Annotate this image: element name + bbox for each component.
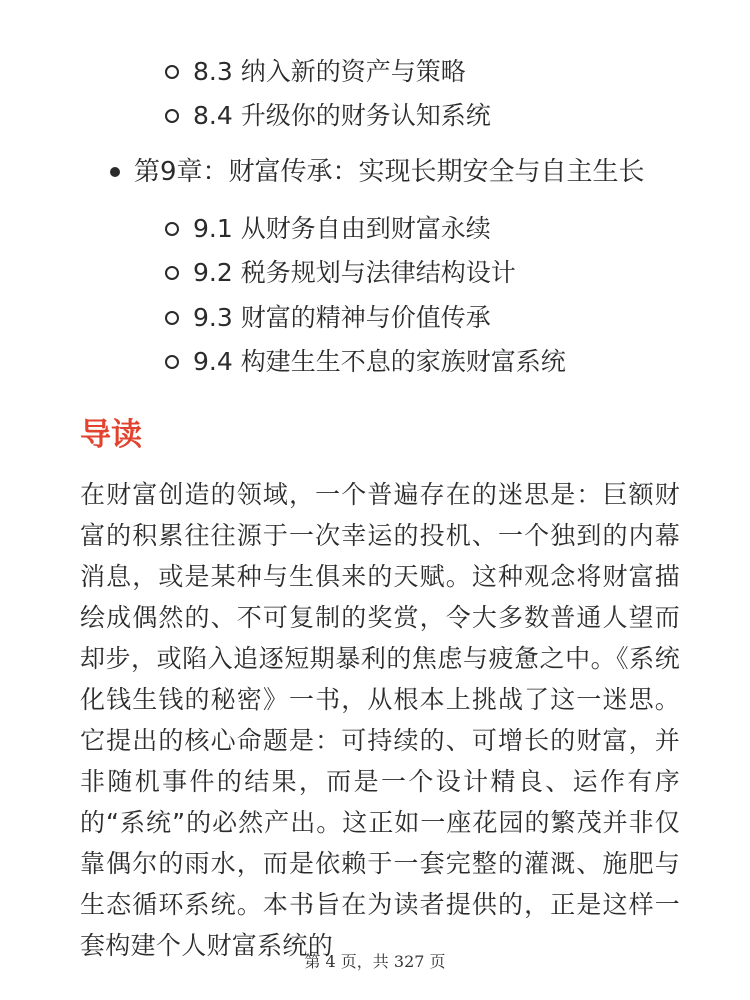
toc-item-8-4[interactable] [165,96,491,136]
hollow-bullet-icon [165,266,179,280]
hollow-bullet-icon [165,222,179,236]
body-paragraph: 在财富创造的领域，一个普遍存在的迷思是：巨额财富的积累往往源于一次幸运的投机、一个独到的内幕消息，或是某种与生俱来的天赋。这种观念将财富描绘成偶然的、不可复制的奖赏，令大多数普通人望而却步，或陷入追逐短期暴利的焦虑与疲惫之中。《系统化钱生钱的秘密》一书，从根本上挑战了这一迷思。它提出的核心命题是：可持续的、可增长的财富，并非随机事件的结果，而是一个设计精良、运作有序的“系统”的必然产出。这正如一座花园的繁茂并非仅靠偶尔的雨水，而是依赖于一套完整的灌溉、施肥与生态循环系统。本书旨在为读者提供的，正是这样一套构建个人财富系统的 [80,480,680,960]
toc-chapter-label: 第9章：财富传承：实现长期安全与自主生长 [134,157,645,187]
toc-item-9-1[interactable] [165,209,491,249]
toc-item-9-4[interactable] [165,342,566,382]
toc-item-label: 9.1 从财务自由到财富永续 [193,214,491,243]
page-number-footer: 第 4 页，共 327 页 [304,952,446,971]
hollow-bullet-icon [165,355,179,369]
toc-item-label: 9.3 财富的精神与价值传承 [193,303,491,332]
toc-item-label: 9.4 构建生生不息的家族财富系统 [193,347,566,376]
section-heading: 导读 [80,417,142,453]
filled-bullet-icon [110,167,120,177]
toc-item-8-3[interactable] [165,52,466,92]
toc-chapter-9[interactable] [110,150,645,194]
toc-item-9-3[interactable] [165,298,491,338]
hollow-bullet-icon [165,65,179,79]
toc-item-label: 8.3 纳入新的资产与策略 [193,57,466,86]
toc-item-label: 9.2 税务规划与法律结构设计 [193,258,516,287]
hollow-bullet-icon [165,311,179,325]
toc-item-9-2[interactable] [165,253,516,293]
hollow-bullet-icon [165,109,179,123]
toc-item-label: 8.4 升级你的财务认知系统 [193,101,491,130]
